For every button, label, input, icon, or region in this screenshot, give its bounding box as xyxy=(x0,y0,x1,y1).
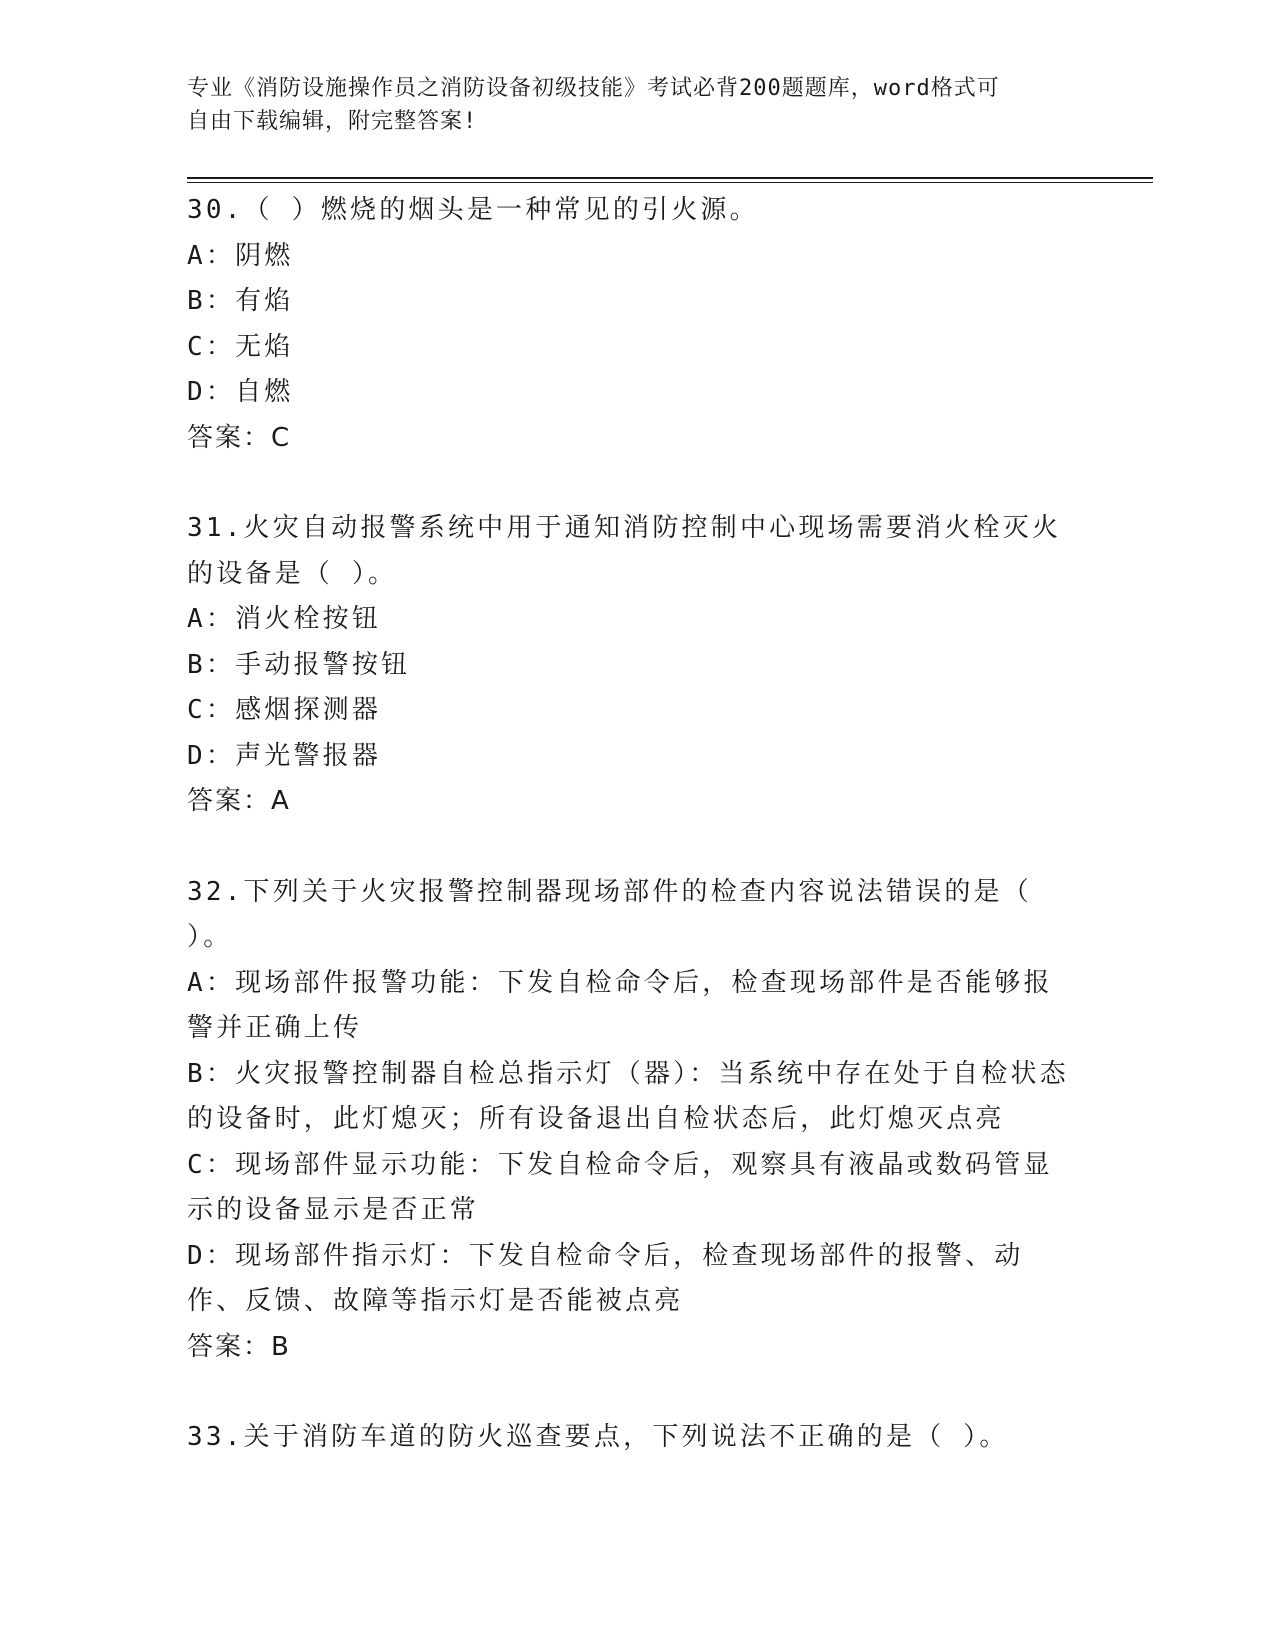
question-text: 32.下列关于火灾报警控制器现场部件的检查内容说法错误的是（ ）。 xyxy=(187,876,1032,952)
answer-line: 答案：A xyxy=(187,786,291,816)
option-text: 自燃 xyxy=(235,377,294,407)
option-text: 现场部件报警功能：下发自检命令后，检查现场部件是否能够报警并正确上传 xyxy=(187,967,1053,1043)
option-key: C： xyxy=(187,1149,236,1180)
option-text: 有焰 xyxy=(235,286,294,316)
option-c xyxy=(187,1143,1077,1234)
option-text: 火灾报警控制器自检总指示灯（器）：当系统中存在处于自检状态的设备时，此灯熄灭；所有设备退出自检状态后，此灯熄灭点亮 xyxy=(187,1058,1069,1134)
option-key: D： xyxy=(187,740,236,771)
document-header xyxy=(187,72,1067,138)
option-key: D： xyxy=(187,377,236,407)
header-line-2: 自由下载编辑，附完整答案! xyxy=(187,109,478,134)
option-text: 声光警报器 xyxy=(235,740,382,771)
option-text: 感烟探测器 xyxy=(235,695,382,725)
option-text: 无焰 xyxy=(235,331,294,362)
option-text: 现场部件指示灯：下发自检命令后，检查现场部件的报警、动作、反馈、故障等指示灯是否能被点亮 xyxy=(187,1240,1024,1316)
option-b xyxy=(187,279,1077,325)
option-a xyxy=(187,234,1077,280)
question-text: 31.火灾自动报警系统中用于通知消防控制中心现场需要消火栓灭火的设备是（ ）。 xyxy=(187,513,1062,589)
option-key: A： xyxy=(187,604,236,634)
option-key: B： xyxy=(187,649,236,680)
option-key: C： xyxy=(187,331,236,362)
option-key: B： xyxy=(187,286,236,316)
question-list xyxy=(187,188,1087,1506)
option-a xyxy=(187,597,1077,643)
question-text: 30.（ ）燃烧的烟头是一种常见的引火源。 xyxy=(187,195,759,225)
option-c xyxy=(187,688,1077,734)
option-key: C： xyxy=(187,695,236,725)
question-30 xyxy=(187,188,1087,461)
question-text: 33.关于消防车道的防火巡查要点，下列说法不正确的是（ ）。 xyxy=(187,1422,1009,1452)
header-rule-thin xyxy=(187,182,1153,183)
option-key: A： xyxy=(187,967,236,998)
question-32 xyxy=(187,870,1087,1371)
option-d xyxy=(187,1234,1077,1325)
header-rule-thick xyxy=(187,177,1153,179)
answer-line: 答案：C xyxy=(187,422,292,453)
option-text: 手动报警按钮 xyxy=(235,649,411,680)
option-key: B： xyxy=(187,1058,236,1089)
option-a xyxy=(187,961,1077,1052)
header-line-1: 专业《消防设施操作员之消防设备初级技能》考试必背200题题库，word格式可 xyxy=(187,76,1000,101)
option-key: A： xyxy=(187,240,236,271)
question-33 xyxy=(187,1415,1087,1461)
option-text: 现场部件显示功能：下发自检命令后，观察具有液晶或数码管显示的设备显示是否正常 xyxy=(187,1149,1053,1225)
option-text: 消火栓按钮 xyxy=(235,604,382,634)
option-d xyxy=(187,370,1077,416)
option-text: 阴燃 xyxy=(235,240,294,271)
option-c xyxy=(187,325,1077,371)
answer-line: 答案：B xyxy=(187,1331,291,1362)
option-b xyxy=(187,1052,1077,1143)
question-31 xyxy=(187,506,1087,825)
option-key: D： xyxy=(187,1240,236,1271)
option-b xyxy=(187,643,1077,689)
option-d xyxy=(187,734,1077,780)
